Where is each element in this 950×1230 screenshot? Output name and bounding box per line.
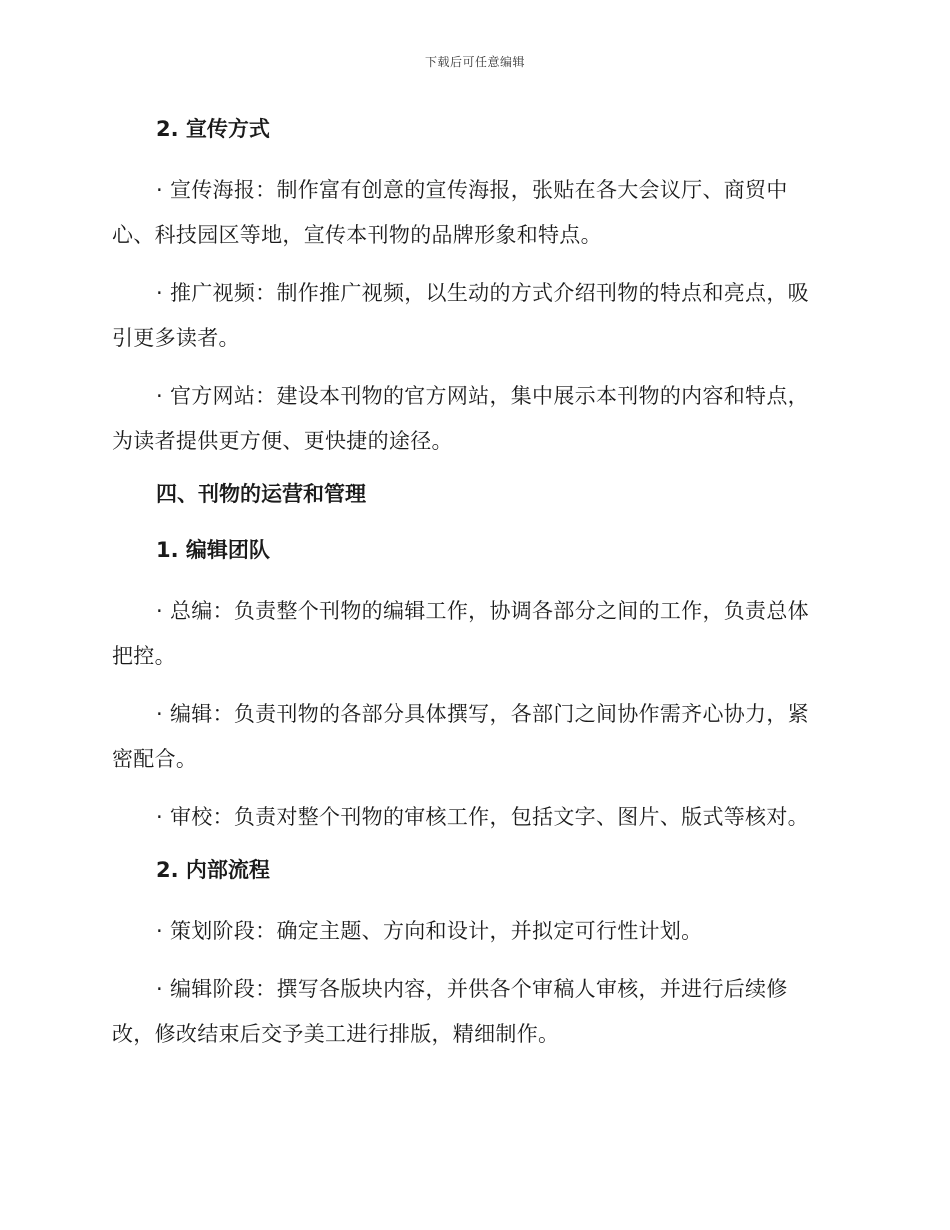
paragraph-planning-stage: · 策划阶段：确定主题、方向和设计，并拟定可行性计划。: [156, 919, 703, 943]
section-heading-operations: 四、刊物的运营和管理: [156, 482, 366, 506]
paragraph-editing-stage: · 编辑阶段：撰写各版块内容，并供各个审稿人审核，并进行后续修改，修改结束后交予美工进行排版，精细制作。: [112, 977, 788, 1046]
section-heading-editorial-team: 1. 编辑团队: [156, 538, 270, 562]
paragraph-promo-video: · 推广视频：制作推广视频，以生动的方式介绍刊物的特点和亮点，吸引更多读者。: [112, 281, 809, 350]
document-body: [112, 112, 828, 1070]
section-heading-internal-process: 2. 内部流程: [156, 858, 270, 882]
section-heading-promotion-methods: 2. 宣传方式: [156, 117, 270, 141]
page-header: 下载后可任意编辑: [424, 55, 525, 69]
paragraph-chief-editor: · 总编：负责整个刊物的编辑工作，协调各部分之间的工作，负责总体把控。: [112, 599, 809, 668]
paragraph-editor: · 编辑：负责刊物的各部分具体撰写，各部门之间协作需齐心协力，紧密配合。: [112, 702, 809, 771]
paragraph-proofreading: · 审校：负责对整个刊物的审核工作，包括文字、图片、版式等核对。: [156, 805, 809, 829]
paragraph-poster: · 宣传海报：制作富有创意的宣传海报，张贴在各大会议厅、商贸中心、科技园区等地，宣传本刊物的品牌形象和特点。: [112, 178, 788, 247]
paragraph-official-website: · 官方网站：建设本刊物的官方网站，集中展示本刊物的内容和特点，为读者提供更方便、更快捷的途径。: [112, 384, 809, 453]
